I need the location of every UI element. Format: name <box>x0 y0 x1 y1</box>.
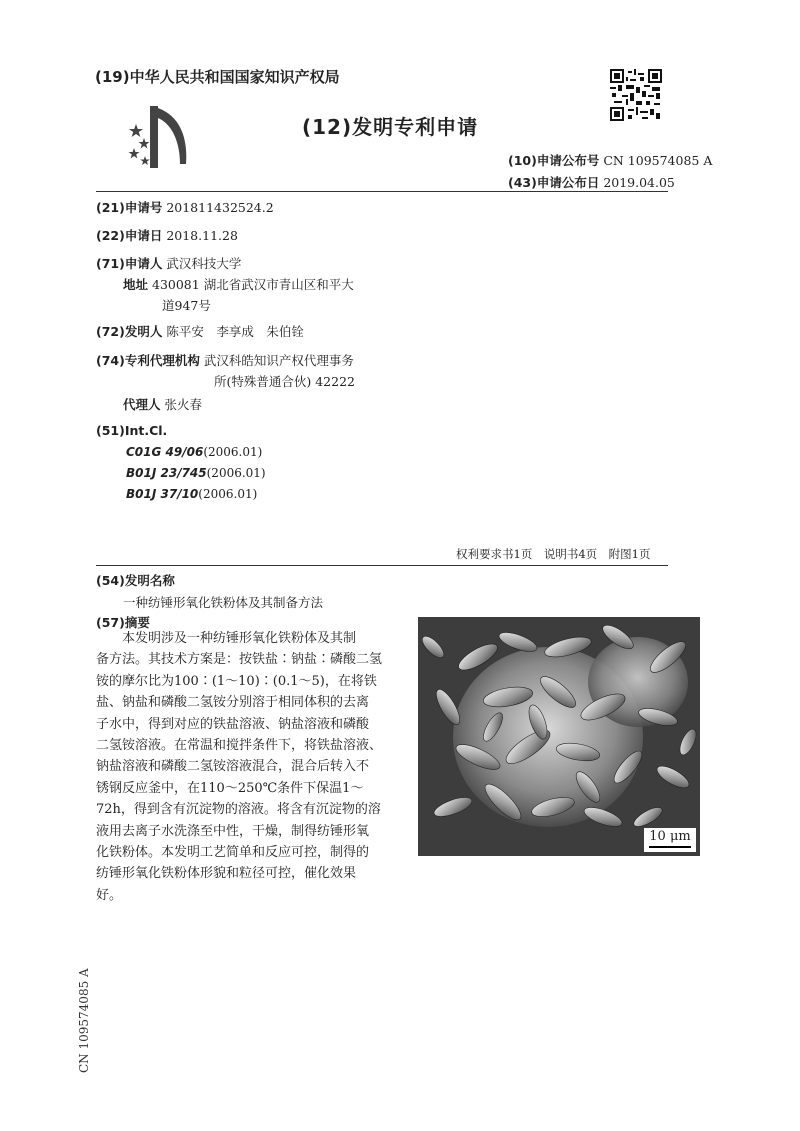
side-publication-number <box>75 895 99 1075</box>
applicant-code: (71) <box>96 256 125 271</box>
agency-line-2 <box>214 372 355 390</box>
document-kind: (12)发明专利申请 <box>302 115 479 139</box>
publication-number: CN 109574085 A <box>603 153 713 168</box>
pages-info: 权利要求书1页 说明书4页 附图1页 <box>456 547 651 561</box>
agency-line-1: 武汉科皓知识产权代理事务 <box>203 353 354 368</box>
ipc-item <box>126 445 262 459</box>
address-line-2 <box>162 296 211 314</box>
ipc-label: Int.Cl. <box>124 423 168 438</box>
agency-code: (74) <box>96 353 125 368</box>
title-heading <box>96 571 175 589</box>
qr-code-icon <box>610 69 662 121</box>
title-code: (54) <box>96 573 125 588</box>
publication-date: 2019.04.05 <box>603 175 675 190</box>
abstract-line: 铵的摩尔比为100∶(1～10)∶(0.1～5)，在将铁 <box>96 673 377 689</box>
sem-micrograph <box>418 617 700 856</box>
scale-bar-line <box>649 846 691 848</box>
abstract-line: 液用去离子水洗涤至中性，干燥，制得纺锤形氧 <box>96 823 370 839</box>
abstract-line: 子水中，得到对应的铁盐溶液、钠盐溶液和磷酸 <box>96 716 370 732</box>
abstract-line: 钠盐溶液和磷酸二氢铵溶液混合，混合后转入不 <box>96 759 370 775</box>
title-label: 发明名称 <box>124 573 175 588</box>
address-label: 地址 <box>123 277 149 292</box>
section-divider <box>96 565 668 566</box>
address-line-1: 430081 湖北省武汉市青山区和平大 <box>152 277 354 292</box>
ipc-item <box>126 466 266 480</box>
ipc-class: C01G 49/06 <box>126 445 204 459</box>
agent-label: 代理人 <box>123 397 161 412</box>
publication-number-row <box>508 151 712 169</box>
ipc-version: (2006.01) <box>206 466 266 480</box>
ipc-version: (2006.01) <box>198 487 258 501</box>
abstract-line: 二氢铵溶液。在常温和搅拌条件下，将铁盐溶液、 <box>96 738 383 754</box>
inventors: 陈平安 李享成 朱伯铨 <box>166 324 304 339</box>
abstract-line: 盐、钠盐和磷酸二氢铵分别溶于相同体积的去离 <box>96 695 370 711</box>
address-line-2-text: 道947号 <box>162 298 211 313</box>
abstract-line: 72h，得到含有沉淀物的溶液。将含有沉淀物的溶 <box>96 802 381 818</box>
abstract-line: 锈钢反应釜中，在110～250℃条件下保温1～ <box>96 780 364 796</box>
applicant: 武汉科技大学 <box>166 256 242 271</box>
side-publication-number-text: CN 109574085 A <box>77 968 91 1073</box>
abstract-line: 纺锤形氧化铁粉体形貌和粒径可控，催化效果 <box>96 866 357 882</box>
cnipa-logo-icon <box>128 104 190 174</box>
agent-row <box>123 395 202 413</box>
application-date: 2018.11.28 <box>166 228 238 243</box>
scale-label: 10 μm <box>649 829 691 844</box>
address-row <box>123 275 354 293</box>
abstract-code: (57) <box>96 615 125 630</box>
abstract-line: 备方法。其技术方案是：按铁盐∶钠盐∶磷酸二氢 <box>96 652 383 668</box>
publication-number-label: (10)申请公布号 <box>508 153 600 168</box>
abstract-label: 摘要 <box>124 615 150 630</box>
abstract-line: 本发明涉及一种纺锤形氧化铁粉体及其制 <box>122 631 357 646</box>
invention-title-text: 一种纺锤形氧化铁粉体及其制备方法 <box>123 595 324 610</box>
application-date-row <box>96 226 238 244</box>
ipc-class: B01J 37/10 <box>126 487 199 501</box>
agency-label: 专利代理机构 <box>124 353 200 368</box>
publication-date-row <box>508 173 675 191</box>
agency-line-2-text: 所(特殊普通合伙) 42222 <box>214 374 355 389</box>
application-number-code: (21) <box>96 200 125 215</box>
applicant-label: 申请人 <box>124 256 163 271</box>
office-name: (19)中华人民共和国国家知识产权局 <box>95 68 340 86</box>
application-date-code: (22) <box>96 228 125 243</box>
header-divider <box>96 191 668 192</box>
application-number-label: 申请号 <box>124 200 163 215</box>
inventor-row <box>96 322 304 340</box>
publication-date-label: (43)申请公布日 <box>508 175 600 190</box>
ipc-class: B01J 23/745 <box>126 466 207 480</box>
abstract-line: 好。 <box>96 887 123 903</box>
inventor-code: (72) <box>96 324 125 339</box>
abstract-line: 化铁粉体。本发明工艺简单和反应可控，制得的 <box>96 845 370 861</box>
application-number: 201811432524.2 <box>166 200 274 215</box>
application-date-label: 申请日 <box>124 228 163 243</box>
scale-bar <box>644 828 696 852</box>
ipc-row <box>96 423 167 438</box>
inventor-label: 发明人 <box>124 324 163 339</box>
abstract-body <box>96 628 399 906</box>
agent: 张火春 <box>164 397 203 412</box>
ipc-version: (2006.01) <box>203 445 263 459</box>
invention-title <box>123 593 323 611</box>
sem-image <box>418 617 700 856</box>
ipc-item <box>126 487 257 501</box>
ipc-code: (51) <box>96 423 125 438</box>
agency-row <box>96 351 354 369</box>
application-number-row <box>96 198 274 216</box>
applicant-row <box>96 254 241 272</box>
